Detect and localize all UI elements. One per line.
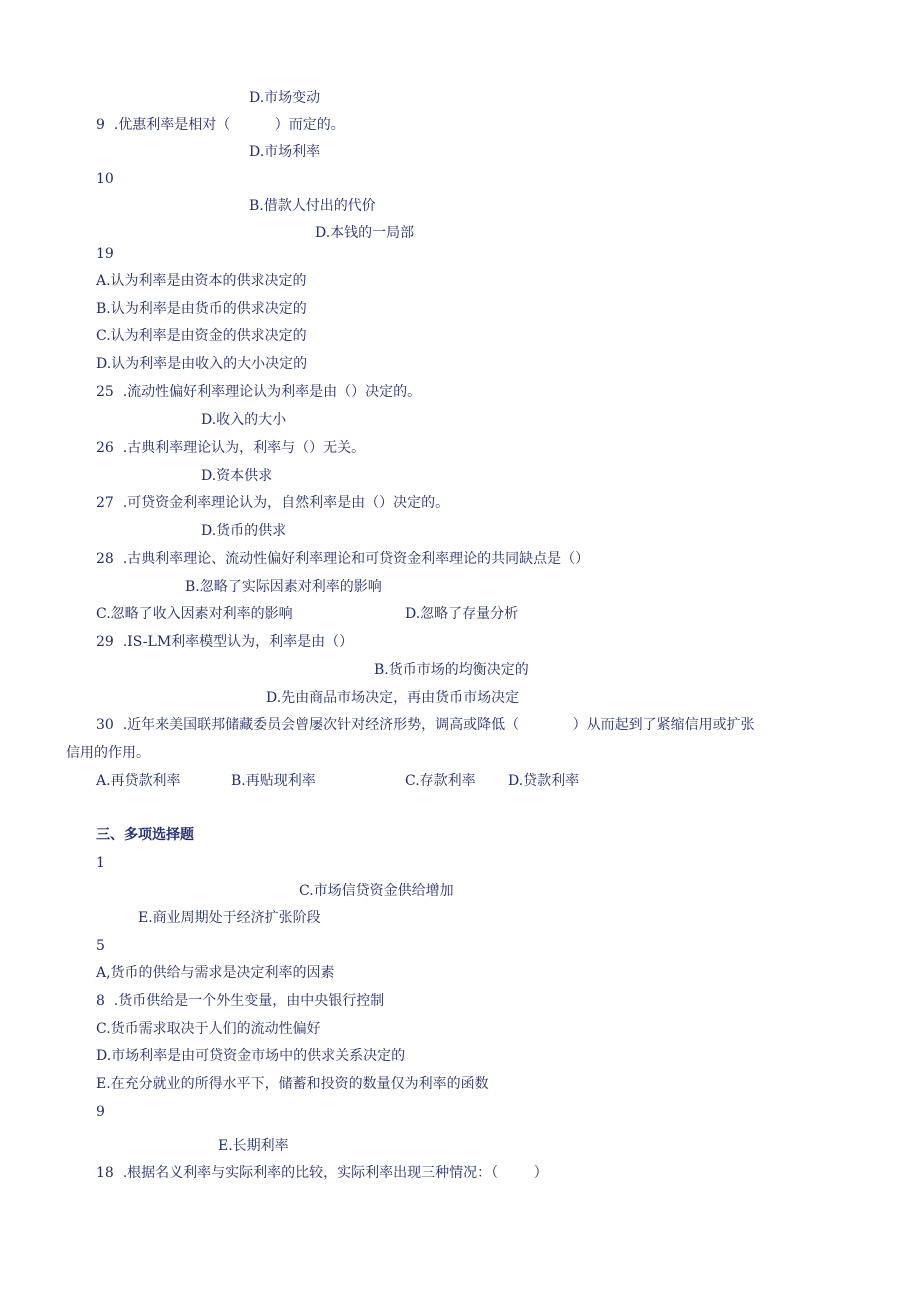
- option-d: D.贷款利率: [508, 773, 580, 789]
- section-heading: 三、多项选择题: [96, 827, 194, 843]
- option-line: D.收入的大小: [201, 412, 287, 428]
- text-line: D.本钱的一局部: [315, 225, 415, 241]
- option-b: B.再贴现利率: [231, 773, 316, 789]
- option-line: C.认为利率是由资金的供求决定的: [96, 328, 307, 344]
- option-line: D.货币的供求: [201, 523, 287, 539]
- text-line: D.市场变动: [249, 90, 321, 106]
- question-29: 29 .IS-LM利率模型认为，利率是由（）: [96, 634, 354, 650]
- option-a: A.再贷款利率: [96, 773, 181, 789]
- question-18: 18 .根据名义利率与实际利率的比较，实际利率出现三种情况：（ ）: [96, 1165, 548, 1181]
- option-line: A.认为利率是由资本的供求决定的: [96, 273, 307, 289]
- option-line: E.商业周期处于经济扩张阶段: [138, 910, 321, 926]
- question-30-continued: 信用的作用。: [66, 745, 150, 761]
- question-number: 5: [96, 938, 105, 954]
- option-line: D.先由商品市场决定，再由货币市场决定: [266, 690, 520, 706]
- question-26: 26 .古典利率理论认为，利率与（）无关。: [96, 440, 366, 456]
- question-number: 19: [96, 246, 114, 262]
- text-line: D.市场利率: [249, 144, 321, 160]
- question-30: 30 .近年来美国联邦储藏委员会曾屡次针对经济形势，调高或降低（ ）从而起到了紧缩信用或扩张: [96, 717, 755, 733]
- question-number: 9: [96, 1104, 105, 1120]
- option-line: E.长期利率: [218, 1138, 289, 1154]
- text-line: B.借款人付出的代价: [249, 198, 376, 214]
- question-number: 1: [96, 855, 105, 871]
- option-line: D.资本供求: [201, 468, 273, 484]
- option-line: 8 .货币供给是一个外生变量，由中央银行控制: [96, 993, 385, 1009]
- question-9: 9 .优惠利率是相对（ ）而定的。: [96, 117, 345, 133]
- option-line: D.认为利率是由收入的大小决定的: [96, 356, 308, 372]
- question-number: 10: [96, 171, 114, 187]
- question-28: 28 .古典利率理论、流动性偏好利率理论和可贷资金利率理论的共同缺点是（）: [96, 551, 590, 567]
- option-line: B.货币市场的均衡决定的: [374, 662, 529, 678]
- option-line: C.货币需求取决于人们的流动性偏好: [96, 1021, 321, 1037]
- option-line: C.忽略了收入因素对利率的影响: [96, 606, 293, 622]
- option-line: C.市场信贷资金供给增加: [299, 883, 454, 899]
- question-27: 27 .可贷资金利率理论认为，自然利率是由（）决定的。: [96, 495, 450, 511]
- option-line: D.忽略了存量分析: [405, 606, 519, 622]
- option-line: D.市场利率是由可贷资金市场中的供求关系决定的: [96, 1048, 406, 1064]
- option-line: A,货币的供给与需求是决定利率的因素: [96, 965, 335, 981]
- question-25: 25 .流动性偏好利率理论认为利率是由（）决定的。: [96, 384, 422, 400]
- option-line: E.在充分就业的所得水平下，储蓄和投资的数量仅为利率的函数: [96, 1076, 489, 1092]
- option-c: C.存款利率: [405, 773, 476, 789]
- option-line: B.忽略了实际因素对利率的影响: [185, 579, 382, 595]
- option-line: B.认为利率是由货币的供求决定的: [96, 301, 307, 317]
